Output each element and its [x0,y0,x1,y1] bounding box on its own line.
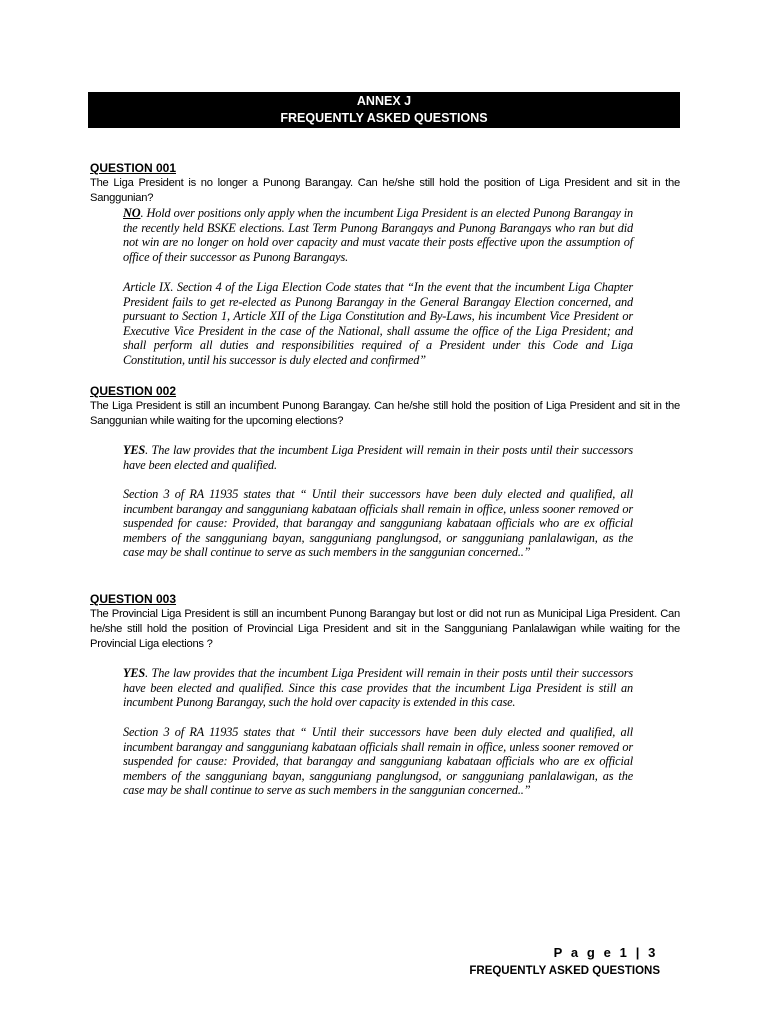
question-title: QUESTION 002 [90,384,177,398]
answer-verdict: YES [123,666,146,680]
citation-003: Section 3 of RA 11935 states that “ Until their successors have been duly elected and qualified, all incumbent barangay and sangguniang kabataan officials shall remain in office, unless sooner removed or suspended for cause: Provided, that barangay and sangguniang kabataan officials who are ex official members of the sangguniang bayan, sangguniang panglungsod, or sangguniang panlalawigan, as the case may be shall continue to serve as such members in the sanggunian concerned..” [123,725,633,798]
question-002 [90,384,680,429]
answer-explanation: . Hold over positions only apply when the incumbent Liga President is an elected Punong Barangay in the recently held BSKE elections. Last Term Punong Barangays and Punong Barangays who ran but did not win are no longer on hold over capacity and must vacate their posts effective upon the assumption of office of their successor as Punong Barangays. [123,206,633,264]
question-title: QUESTION 001 [90,161,177,175]
answer-explanation: . The law provides that the incumbent Liga President will remain in their posts until their successors have been elected and qualified. Since this case provides that the incumbent Liga President is still an incumbent Punong Barangay, such the hold over capacity is extended in this case. [123,666,633,710]
answer-001 [123,206,633,264]
question-001 [90,161,680,206]
question-text: The Provincial Liga President is still an incumbent Punong Barangay but lost or did not run as Municipal Liga President. Can he/she still hold the position of Provincial Liga President and sit in the Sangguniang Panlalawigan while waiting for the Provincial Liga elections ? [90,608,680,650]
annex-label: ANNEX J [356,94,412,108]
question-text: The Liga President is no longer a Punong Barangay. Can he/she still hold the position of Liga President and sit in the Sanggunian? [90,177,680,204]
citation-001: Article IX. Section 4 of the Liga Election Code states that “In the event that the incumbent Liga Chapter President fails to get re-elected as Punong Barangay in the General Barangay Election concerned, and pursuant to Section 1, Article XII of the Liga Constitution and By-Laws, his incumbent Vice President or Executive Vice President in the case of the National, shall assume the office of the Liga President; and shall perform all duties and responsibilities required of a President under this Code and Liga Constitution, until his successor is duly elected and confirmed” [123,280,633,367]
answer-verdict: YES [123,443,146,457]
answer-003 [123,666,633,710]
answer-002 [123,443,633,472]
footer-title: FREQUENTLY ASKED QUESTIONS [469,965,660,977]
question-003 [90,592,680,652]
page-number: P a g e 1 | 3 [553,945,658,960]
document-title: FREQUENTLY ASKED QUESTIONS [280,111,488,125]
annex-header [88,92,680,128]
answer-explanation: . The law provides that the incumbent Liga President will remain in their posts until their successors have been elected and qualified. [123,443,633,472]
question-title: QUESTION 003 [90,592,177,606]
citation-002: Section 3 of RA 11935 states that “ Until their successors have been duly elected and qualified, all incumbent barangay and sangguniang kabataan officials shall remain in office, unless sooner removed or suspended for cause: Provided, that barangay and sangguniang kabataan officials who are ex official members of the sangguniang bayan, sangguniang panglungsod, or sangguniang panlalawigan, as the case may be shall continue to serve as such members in the sanggunian concerned..” [123,487,633,560]
question-text: The Liga President is still an incumbent Punong Barangay. Can he/she still hold the position of Liga President and sit in the Sanggunian while waiting for the upcoming elections? [90,400,680,427]
answer-verdict: NO [123,206,141,220]
